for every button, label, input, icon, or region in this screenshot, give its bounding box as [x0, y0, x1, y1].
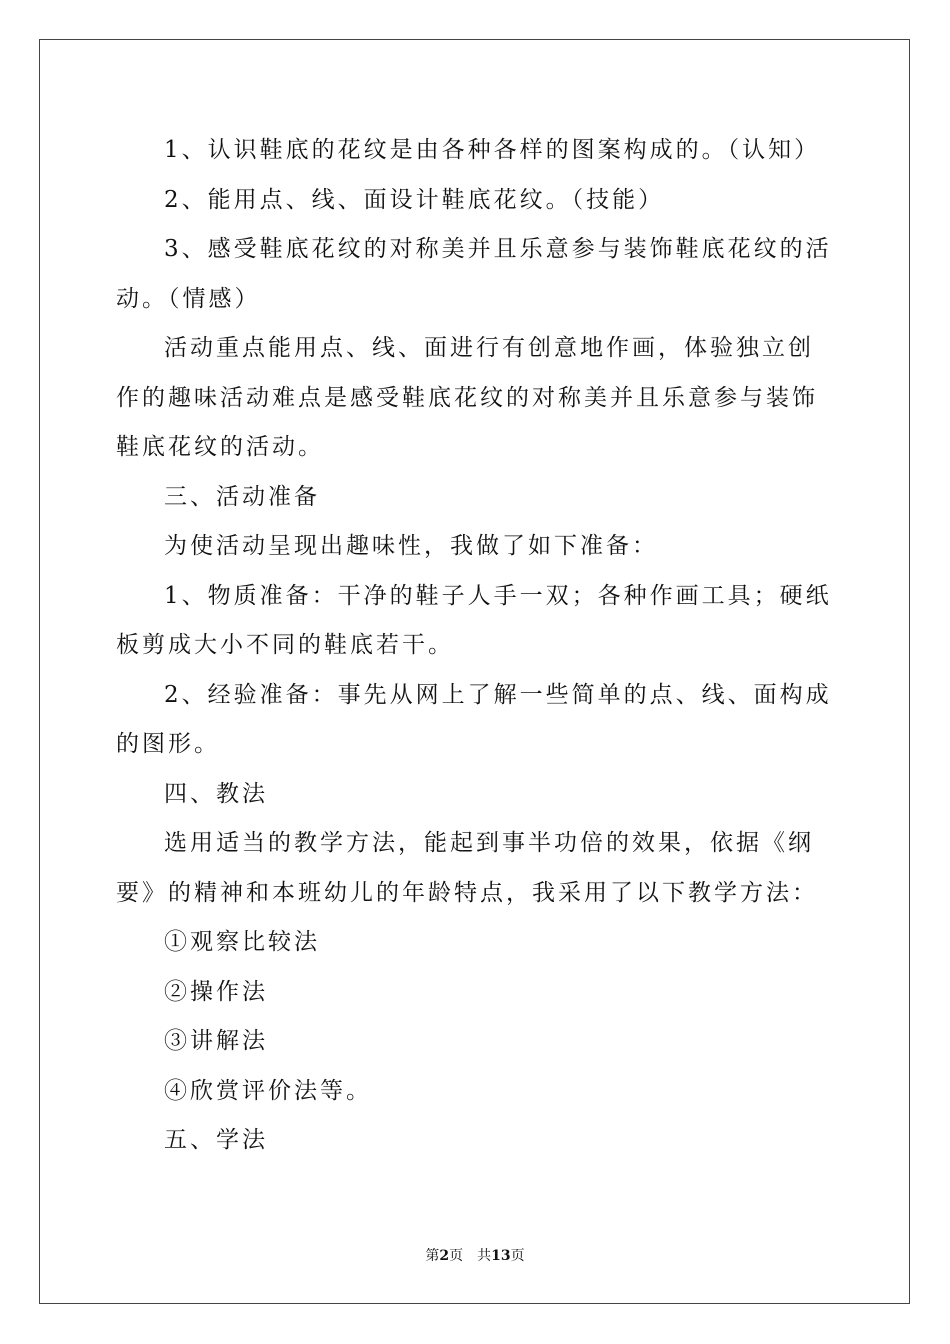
list-item: ①观察比较法	[164, 929, 320, 955]
paragraph: 为使活动呈现出趣味性，我做了如下准备：	[164, 533, 658, 559]
paragraph: 2、能用点、线、面设计鞋底花纹。（技能）	[164, 186, 665, 213]
paragraph: 活动重点能用点、线、面进行有创意地作画，体验独立创作的趣味活动难点是感受鞋底花纹的对称美并且乐意参与装饰鞋底花纹的活动。	[116, 335, 818, 460]
paragraph: 1、认识鞋底的花纹是由各种各样的图案构成的。（认知）	[164, 137, 821, 163]
page-number: 2	[439, 1248, 450, 1264]
page-footer	[0, 1245, 950, 1265]
footer-total-suffix: 页	[510, 1248, 525, 1264]
section-heading: 三、活动准备	[164, 483, 320, 510]
footer-total-prefix: 共	[477, 1248, 492, 1264]
paragraph: 1、物质准备：干净的鞋子人手一双；各种作画工具；硬纸板剪成大小不同的鞋底若干。	[116, 582, 832, 658]
section-heading: 四、教法	[164, 780, 268, 807]
section-heading: 五、学法	[164, 1127, 268, 1153]
paragraph: 选用适当的教学方法，能起到事半功倍的效果，依据《纲要》的精神和本班幼儿的年龄特点，我采用了以下教学方法：	[116, 830, 818, 906]
paragraph: 3、感受鞋底花纹的对称美并且乐意参与装饰鞋底花纹的活动。（情感）	[116, 236, 832, 312]
list-item: ③讲解法	[164, 1028, 268, 1054]
paragraph: 2、经验准备：事先从网上了解一些简单的点、线、面构成的图形。	[116, 681, 832, 757]
total-pages: 13	[491, 1248, 511, 1264]
document-body	[116, 126, 836, 1166]
list-item: ②操作法	[164, 978, 268, 1005]
footer-prefix: 第	[425, 1248, 440, 1264]
list-item: ④欣赏评价法等。	[164, 1077, 372, 1104]
footer-page-suffix: 页	[449, 1248, 464, 1264]
